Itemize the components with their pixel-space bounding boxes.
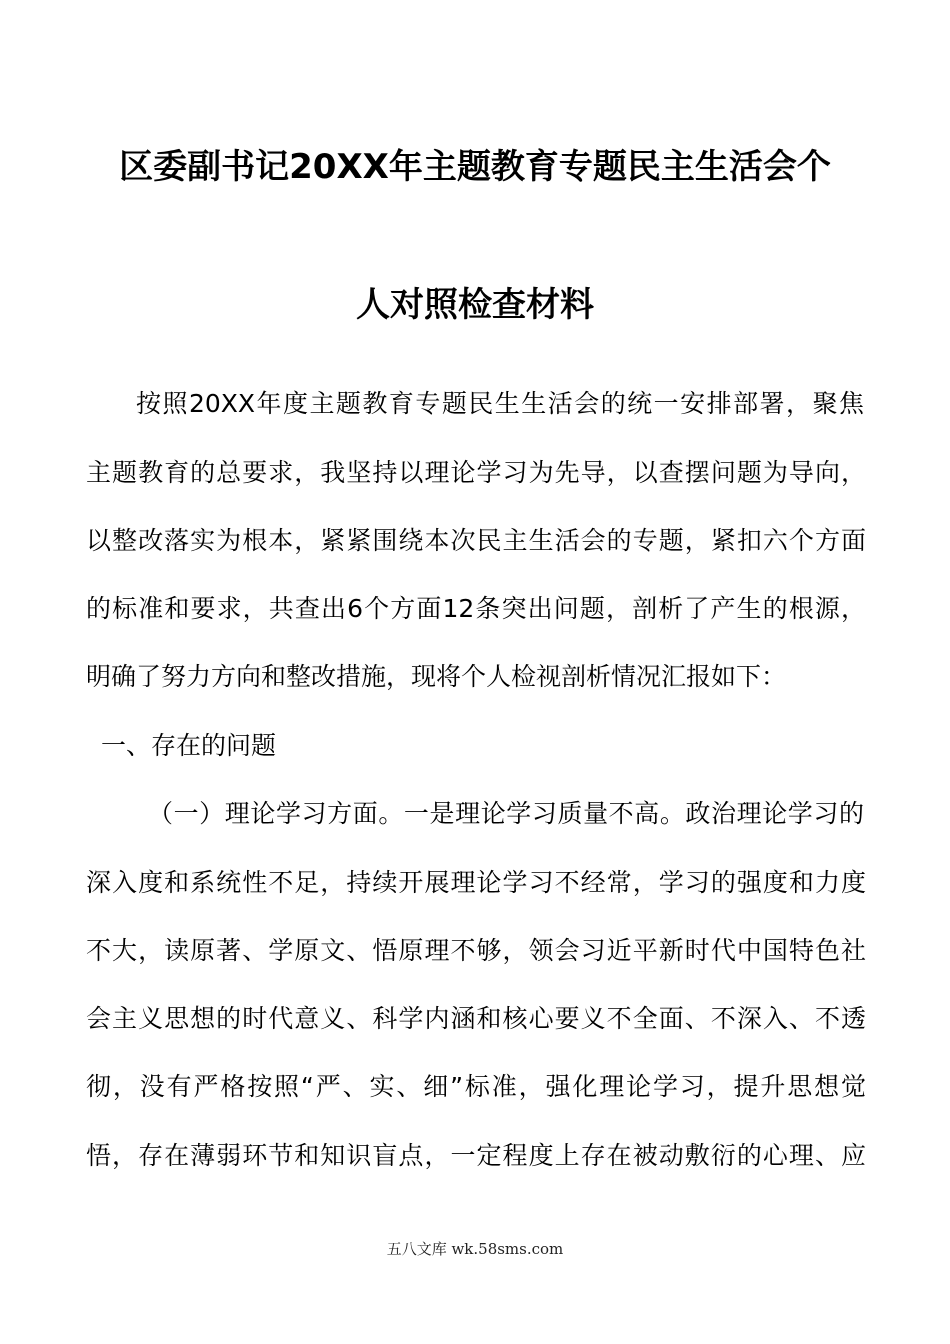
section-paragraph-line: 深入度和系统性不足，持续开展理论学习不经常，学习的强度和力度 bbox=[86, 868, 866, 897]
footer-watermark: 五八文库 wk.58sms.com bbox=[386, 1240, 564, 1258]
section-paragraph-line: 彻，没有严格按照“严、实、细”标准，强化理论学习，提升思想觉 bbox=[86, 1072, 866, 1101]
section-heading: 一、存在的问题 bbox=[101, 731, 277, 760]
document-title-line-2: 人对照检查材料 bbox=[356, 285, 594, 325]
section-paragraph-line: 会主义思想的时代意义、科学内涵和核心要义不全面、不深入、不透 bbox=[86, 1004, 866, 1033]
section-paragraph-line: 悟，存在薄弱环节和知识盲点，一定程度上存在被动敷衍的心理、应 bbox=[86, 1141, 866, 1170]
intro-paragraph-line: 主题教育的总要求，我坚持以理论学习为先导，以查摆问题为导向， bbox=[86, 458, 866, 487]
intro-paragraph-line: 明确了努力方向和整改措施，现将个人检视剖析情况汇报如下： bbox=[86, 662, 787, 691]
section-paragraph-line: 不大，读原著、学原文、悟原理不够，领会习近平新时代中国特色社 bbox=[86, 936, 866, 965]
intro-paragraph-line: 按照20XX年度主题教育专题民生生活会的统一安排部署，聚焦 bbox=[136, 389, 864, 418]
document-title-line-1: 区委副书记20XX年主题教育专题民主生活会个 bbox=[119, 147, 831, 187]
intro-paragraph-line: 以整改落实为根本，紧紧围绕本次民主生活会的专题，紧扣六个方面 bbox=[86, 526, 866, 555]
intro-paragraph-line: 的标准和要求，共查出6个方面12条突出问题，剖析了产生的根源， bbox=[86, 594, 866, 623]
section-paragraph-line: （一）理论学习方面。一是理论学习质量不高。政治理论学习的 bbox=[148, 799, 864, 828]
